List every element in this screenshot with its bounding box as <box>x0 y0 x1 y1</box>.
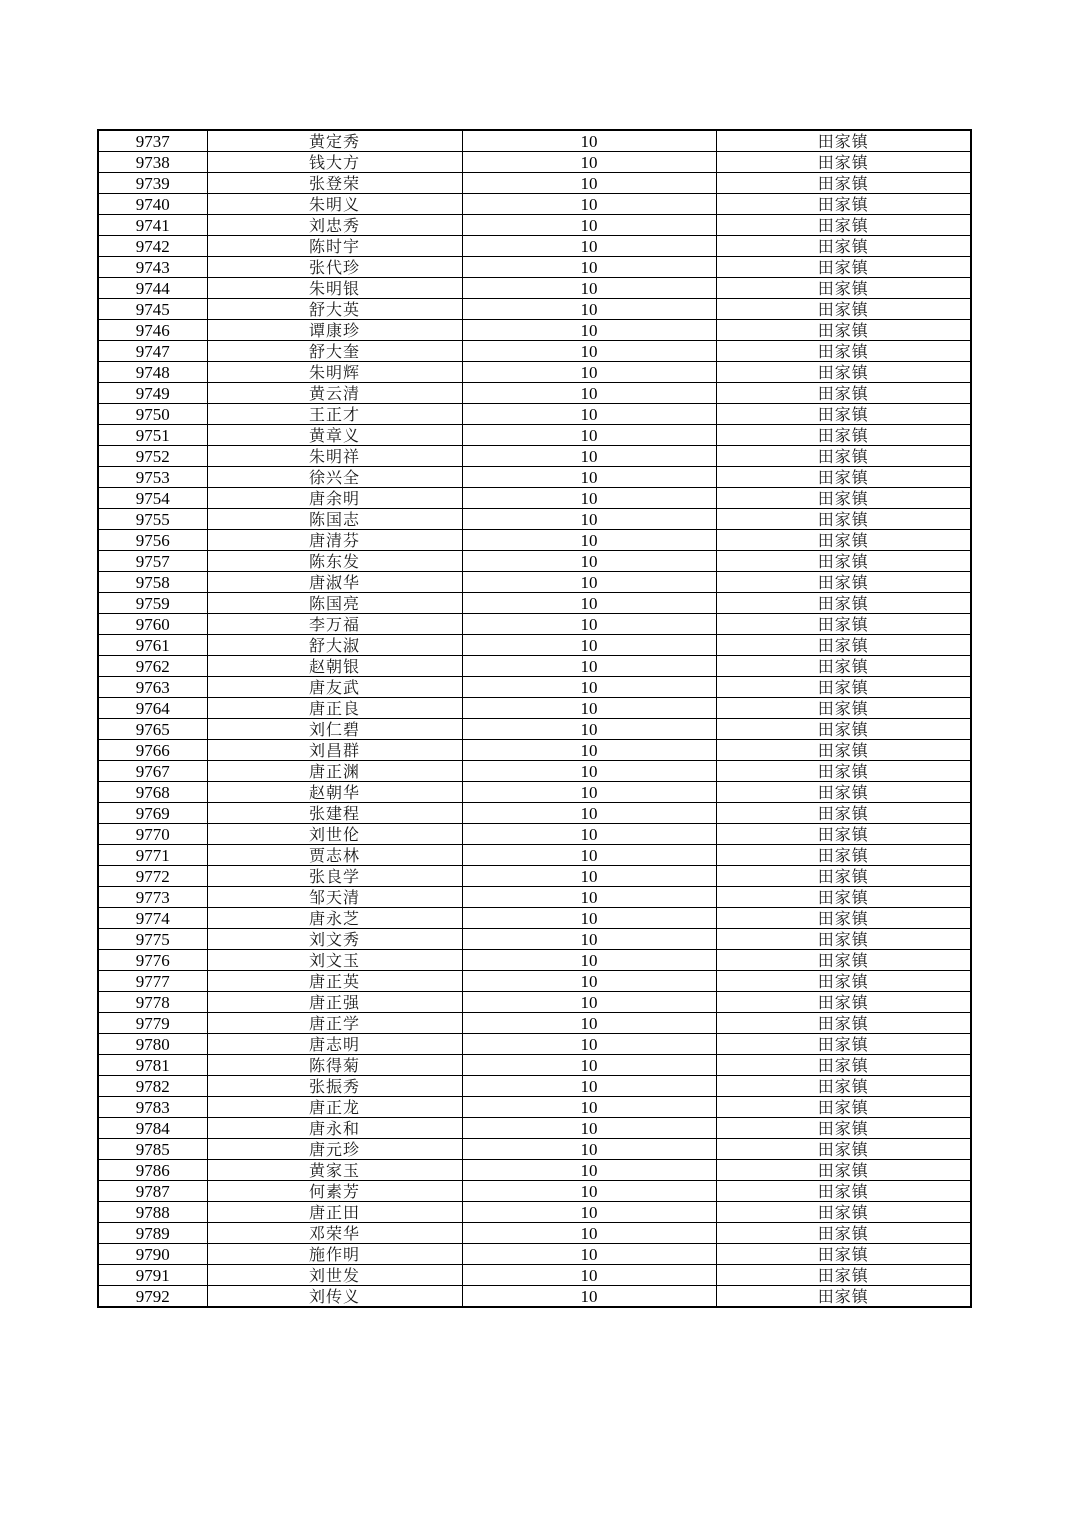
row-number-cell: 9741 <box>98 215 207 236</box>
row-number-cell: 9792 <box>98 1286 207 1308</box>
name-cell: 陈东发 <box>207 551 462 572</box>
row-number-cell: 9747 <box>98 341 207 362</box>
name-cell: 朱明辉 <box>207 362 462 383</box>
row-number-cell: 9752 <box>98 446 207 467</box>
name-cell: 谭康珍 <box>207 320 462 341</box>
row-number-cell: 9780 <box>98 1034 207 1055</box>
row-number-cell: 9788 <box>98 1202 207 1223</box>
name-cell: 刘世发 <box>207 1265 462 1286</box>
table-row <box>98 887 971 908</box>
row-number-cell: 9749 <box>98 383 207 404</box>
amount-cell: 10 <box>462 320 716 341</box>
name-cell: 邓荣华 <box>207 1223 462 1244</box>
name-cell: 贾志林 <box>207 845 462 866</box>
amount-cell: 10 <box>462 130 716 152</box>
row-number-cell: 9775 <box>98 929 207 950</box>
name-cell: 张良学 <box>207 866 462 887</box>
table-row <box>98 740 971 761</box>
amount-cell: 10 <box>462 908 716 929</box>
table-row <box>98 971 971 992</box>
row-number-cell: 9745 <box>98 299 207 320</box>
amount-cell: 10 <box>462 824 716 845</box>
amount-cell: 10 <box>462 614 716 635</box>
amount-cell: 10 <box>462 236 716 257</box>
town-cell: 田家镇 <box>716 1097 971 1118</box>
row-number-cell: 9744 <box>98 278 207 299</box>
row-number-cell: 9763 <box>98 677 207 698</box>
row-number-cell: 9789 <box>98 1223 207 1244</box>
name-cell: 唐永和 <box>207 1118 462 1139</box>
amount-cell: 10 <box>462 656 716 677</box>
town-cell: 田家镇 <box>716 530 971 551</box>
town-cell: 田家镇 <box>716 824 971 845</box>
table-row <box>98 320 971 341</box>
amount-cell: 10 <box>462 635 716 656</box>
name-cell: 唐正英 <box>207 971 462 992</box>
town-cell: 田家镇 <box>716 551 971 572</box>
row-number-cell: 9737 <box>98 130 207 152</box>
row-number-cell: 9740 <box>98 194 207 215</box>
town-cell: 田家镇 <box>716 992 971 1013</box>
amount-cell: 10 <box>462 950 716 971</box>
town-cell: 田家镇 <box>716 593 971 614</box>
name-cell: 钱大方 <box>207 152 462 173</box>
town-cell: 田家镇 <box>716 509 971 530</box>
table-row <box>98 130 971 152</box>
town-cell: 田家镇 <box>716 614 971 635</box>
town-cell: 田家镇 <box>716 1244 971 1265</box>
table-row <box>98 845 971 866</box>
amount-cell: 10 <box>462 257 716 278</box>
amount-cell: 10 <box>462 971 716 992</box>
table-row <box>98 1034 971 1055</box>
row-number-cell: 9770 <box>98 824 207 845</box>
table-row <box>98 635 971 656</box>
amount-cell: 10 <box>462 530 716 551</box>
amount-cell: 10 <box>462 488 716 509</box>
row-number-cell: 9759 <box>98 593 207 614</box>
amount-cell: 10 <box>462 152 716 173</box>
name-cell: 王正才 <box>207 404 462 425</box>
name-cell: 舒大英 <box>207 299 462 320</box>
amount-cell: 10 <box>462 362 716 383</box>
table-row <box>98 950 971 971</box>
name-cell: 黄家玉 <box>207 1160 462 1181</box>
table-row <box>98 593 971 614</box>
row-number-cell: 9746 <box>98 320 207 341</box>
amount-cell: 10 <box>462 467 716 488</box>
name-cell: 刘昌群 <box>207 740 462 761</box>
amount-cell: 10 <box>462 803 716 824</box>
table-row <box>98 488 971 509</box>
row-number-cell: 9769 <box>98 803 207 824</box>
town-cell: 田家镇 <box>716 782 971 803</box>
amount-cell: 10 <box>462 341 716 362</box>
name-cell: 赵朝华 <box>207 782 462 803</box>
table-row <box>98 215 971 236</box>
row-number-cell: 9750 <box>98 404 207 425</box>
row-number-cell: 9742 <box>98 236 207 257</box>
town-cell: 田家镇 <box>716 1055 971 1076</box>
town-cell: 田家镇 <box>716 971 971 992</box>
table-row <box>98 719 971 740</box>
town-cell: 田家镇 <box>716 130 971 152</box>
row-number-cell: 9761 <box>98 635 207 656</box>
town-cell: 田家镇 <box>716 467 971 488</box>
amount-cell: 10 <box>462 425 716 446</box>
town-cell: 田家镇 <box>716 257 971 278</box>
town-cell: 田家镇 <box>716 299 971 320</box>
table-row <box>98 341 971 362</box>
amount-cell: 10 <box>462 740 716 761</box>
row-number-cell: 9787 <box>98 1181 207 1202</box>
name-cell: 唐清芬 <box>207 530 462 551</box>
row-number-cell: 9743 <box>98 257 207 278</box>
town-cell: 田家镇 <box>716 1013 971 1034</box>
table-row <box>98 1286 971 1308</box>
table-row <box>98 551 971 572</box>
amount-cell: 10 <box>462 1013 716 1034</box>
roster-table-body <box>98 130 971 1307</box>
row-number-cell: 9791 <box>98 1265 207 1286</box>
town-cell: 田家镇 <box>716 887 971 908</box>
amount-cell: 10 <box>462 719 716 740</box>
name-cell: 李万福 <box>207 614 462 635</box>
town-cell: 田家镇 <box>716 656 971 677</box>
amount-cell: 10 <box>462 1202 716 1223</box>
town-cell: 田家镇 <box>716 908 971 929</box>
town-cell: 田家镇 <box>716 215 971 236</box>
table-row <box>98 404 971 425</box>
table-row <box>98 803 971 824</box>
amount-cell: 10 <box>462 551 716 572</box>
amount-cell: 10 <box>462 1034 716 1055</box>
amount-cell: 10 <box>462 1076 716 1097</box>
row-number-cell: 9773 <box>98 887 207 908</box>
table-row <box>98 1265 971 1286</box>
name-cell: 张振秀 <box>207 1076 462 1097</box>
amount-cell: 10 <box>462 1097 716 1118</box>
town-cell: 田家镇 <box>716 1118 971 1139</box>
town-cell: 田家镇 <box>716 383 971 404</box>
town-cell: 田家镇 <box>716 1265 971 1286</box>
row-number-cell: 9768 <box>98 782 207 803</box>
row-number-cell: 9777 <box>98 971 207 992</box>
amount-cell: 10 <box>462 404 716 425</box>
row-number-cell: 9783 <box>98 1097 207 1118</box>
table-row <box>98 929 971 950</box>
name-cell: 刘文玉 <box>207 950 462 971</box>
table-row <box>98 1076 971 1097</box>
name-cell: 唐志明 <box>207 1034 462 1055</box>
amount-cell: 10 <box>462 992 716 1013</box>
town-cell: 田家镇 <box>716 1034 971 1055</box>
table-row <box>98 1160 971 1181</box>
table-row <box>98 992 971 1013</box>
roster-table <box>97 129 972 1308</box>
row-number-cell: 9739 <box>98 173 207 194</box>
amount-cell: 10 <box>462 698 716 719</box>
table-row <box>98 824 971 845</box>
name-cell: 陈国亮 <box>207 593 462 614</box>
town-cell: 田家镇 <box>716 1160 971 1181</box>
row-number-cell: 9781 <box>98 1055 207 1076</box>
row-number-cell: 9764 <box>98 698 207 719</box>
table-row <box>98 1118 971 1139</box>
name-cell: 刘世伦 <box>207 824 462 845</box>
name-cell: 唐正龙 <box>207 1097 462 1118</box>
row-number-cell: 9790 <box>98 1244 207 1265</box>
name-cell: 黄云清 <box>207 383 462 404</box>
row-number-cell: 9767 <box>98 761 207 782</box>
table-row <box>98 362 971 383</box>
row-number-cell: 9772 <box>98 866 207 887</box>
row-number-cell: 9776 <box>98 950 207 971</box>
amount-cell: 10 <box>462 887 716 908</box>
amount-cell: 10 <box>462 383 716 404</box>
amount-cell: 10 <box>462 1055 716 1076</box>
row-number-cell: 9755 <box>98 509 207 530</box>
table-row <box>98 572 971 593</box>
row-number-cell: 9766 <box>98 740 207 761</box>
row-number-cell: 9779 <box>98 1013 207 1034</box>
amount-cell: 10 <box>462 446 716 467</box>
table-row <box>98 1202 971 1223</box>
row-number-cell: 9756 <box>98 530 207 551</box>
town-cell: 田家镇 <box>716 719 971 740</box>
amount-cell: 10 <box>462 1181 716 1202</box>
table-row <box>98 425 971 446</box>
name-cell: 唐正渊 <box>207 761 462 782</box>
name-cell: 唐元珍 <box>207 1139 462 1160</box>
name-cell: 舒大奎 <box>207 341 462 362</box>
amount-cell: 10 <box>462 1286 716 1308</box>
town-cell: 田家镇 <box>716 1202 971 1223</box>
town-cell: 田家镇 <box>716 278 971 299</box>
name-cell: 唐正田 <box>207 1202 462 1223</box>
name-cell: 唐正强 <box>207 992 462 1013</box>
town-cell: 田家镇 <box>716 929 971 950</box>
amount-cell: 10 <box>462 1265 716 1286</box>
town-cell: 田家镇 <box>716 362 971 383</box>
table-row <box>98 383 971 404</box>
row-number-cell: 9784 <box>98 1118 207 1139</box>
name-cell: 张登荣 <box>207 173 462 194</box>
town-cell: 田家镇 <box>716 740 971 761</box>
table-row <box>98 467 971 488</box>
name-cell: 何素芳 <box>207 1181 462 1202</box>
table-row <box>98 446 971 467</box>
name-cell: 黄章义 <box>207 425 462 446</box>
row-number-cell: 9774 <box>98 908 207 929</box>
amount-cell: 10 <box>462 1223 716 1244</box>
town-cell: 田家镇 <box>716 572 971 593</box>
name-cell: 朱明祥 <box>207 446 462 467</box>
name-cell: 张代珍 <box>207 257 462 278</box>
row-number-cell: 9738 <box>98 152 207 173</box>
name-cell: 邹天清 <box>207 887 462 908</box>
row-number-cell: 9762 <box>98 656 207 677</box>
amount-cell: 10 <box>462 278 716 299</box>
town-cell: 田家镇 <box>716 761 971 782</box>
row-number-cell: 9778 <box>98 992 207 1013</box>
town-cell: 田家镇 <box>716 320 971 341</box>
table-row <box>98 236 971 257</box>
row-number-cell: 9765 <box>98 719 207 740</box>
name-cell: 刘忠秀 <box>207 215 462 236</box>
amount-cell: 10 <box>462 194 716 215</box>
table-row <box>98 1097 971 1118</box>
name-cell: 唐正学 <box>207 1013 462 1034</box>
name-cell: 徐兴全 <box>207 467 462 488</box>
row-number-cell: 9760 <box>98 614 207 635</box>
amount-cell: 10 <box>462 1160 716 1181</box>
town-cell: 田家镇 <box>716 866 971 887</box>
name-cell: 陈得菊 <box>207 1055 462 1076</box>
town-cell: 田家镇 <box>716 950 971 971</box>
name-cell: 唐正良 <box>207 698 462 719</box>
town-cell: 田家镇 <box>716 635 971 656</box>
amount-cell: 10 <box>462 1139 716 1160</box>
name-cell: 陈时宇 <box>207 236 462 257</box>
row-number-cell: 9771 <box>98 845 207 866</box>
table-row <box>98 656 971 677</box>
town-cell: 田家镇 <box>716 1286 971 1308</box>
name-cell: 朱明义 <box>207 194 462 215</box>
town-cell: 田家镇 <box>716 236 971 257</box>
table-row <box>98 530 971 551</box>
amount-cell: 10 <box>462 866 716 887</box>
town-cell: 田家镇 <box>716 698 971 719</box>
town-cell: 田家镇 <box>716 341 971 362</box>
table-row <box>98 761 971 782</box>
table-row <box>98 1223 971 1244</box>
town-cell: 田家镇 <box>716 1076 971 1097</box>
name-cell: 张建程 <box>207 803 462 824</box>
row-number-cell: 9786 <box>98 1160 207 1181</box>
table-row <box>98 278 971 299</box>
table-row <box>98 1139 971 1160</box>
amount-cell: 10 <box>462 929 716 950</box>
row-number-cell: 9785 <box>98 1139 207 1160</box>
name-cell: 朱明银 <box>207 278 462 299</box>
name-cell: 唐永芝 <box>207 908 462 929</box>
amount-cell: 10 <box>462 845 716 866</box>
row-number-cell: 9748 <box>98 362 207 383</box>
table-row <box>98 1055 971 1076</box>
row-number-cell: 9753 <box>98 467 207 488</box>
amount-cell: 10 <box>462 761 716 782</box>
row-number-cell: 9758 <box>98 572 207 593</box>
town-cell: 田家镇 <box>716 404 971 425</box>
table-row <box>98 152 971 173</box>
name-cell: 黄定秀 <box>207 130 462 152</box>
table-row <box>98 908 971 929</box>
town-cell: 田家镇 <box>716 488 971 509</box>
table-row <box>98 698 971 719</box>
table-row <box>98 173 971 194</box>
name-cell: 刘仁碧 <box>207 719 462 740</box>
row-number-cell: 9751 <box>98 425 207 446</box>
town-cell: 田家镇 <box>716 194 971 215</box>
name-cell: 唐余明 <box>207 488 462 509</box>
amount-cell: 10 <box>462 1118 716 1139</box>
table-row <box>98 299 971 320</box>
amount-cell: 10 <box>462 572 716 593</box>
town-cell: 田家镇 <box>716 446 971 467</box>
row-number-cell: 9754 <box>98 488 207 509</box>
amount-cell: 10 <box>462 1244 716 1265</box>
town-cell: 田家镇 <box>716 677 971 698</box>
table-row <box>98 1181 971 1202</box>
table-row <box>98 509 971 530</box>
name-cell: 施作明 <box>207 1244 462 1265</box>
amount-cell: 10 <box>462 509 716 530</box>
amount-cell: 10 <box>462 173 716 194</box>
table-row <box>98 1013 971 1034</box>
town-cell: 田家镇 <box>716 845 971 866</box>
name-cell: 唐友武 <box>207 677 462 698</box>
table-row <box>98 677 971 698</box>
table-row <box>98 257 971 278</box>
town-cell: 田家镇 <box>716 1181 971 1202</box>
town-cell: 田家镇 <box>716 152 971 173</box>
amount-cell: 10 <box>462 677 716 698</box>
name-cell: 赵朝银 <box>207 656 462 677</box>
amount-cell: 10 <box>462 782 716 803</box>
table-row <box>98 614 971 635</box>
amount-cell: 10 <box>462 299 716 320</box>
table-row <box>98 1244 971 1265</box>
name-cell: 唐淑华 <box>207 572 462 593</box>
town-cell: 田家镇 <box>716 1223 971 1244</box>
name-cell: 舒大淑 <box>207 635 462 656</box>
name-cell: 刘文秀 <box>207 929 462 950</box>
town-cell: 田家镇 <box>716 803 971 824</box>
table-row <box>98 782 971 803</box>
town-cell: 田家镇 <box>716 1139 971 1160</box>
table-row <box>98 866 971 887</box>
table-row <box>98 194 971 215</box>
name-cell: 刘传义 <box>207 1286 462 1308</box>
row-number-cell: 9757 <box>98 551 207 572</box>
name-cell: 陈国志 <box>207 509 462 530</box>
town-cell: 田家镇 <box>716 173 971 194</box>
amount-cell: 10 <box>462 593 716 614</box>
town-cell: 田家镇 <box>716 425 971 446</box>
row-number-cell: 9782 <box>98 1076 207 1097</box>
amount-cell: 10 <box>462 215 716 236</box>
